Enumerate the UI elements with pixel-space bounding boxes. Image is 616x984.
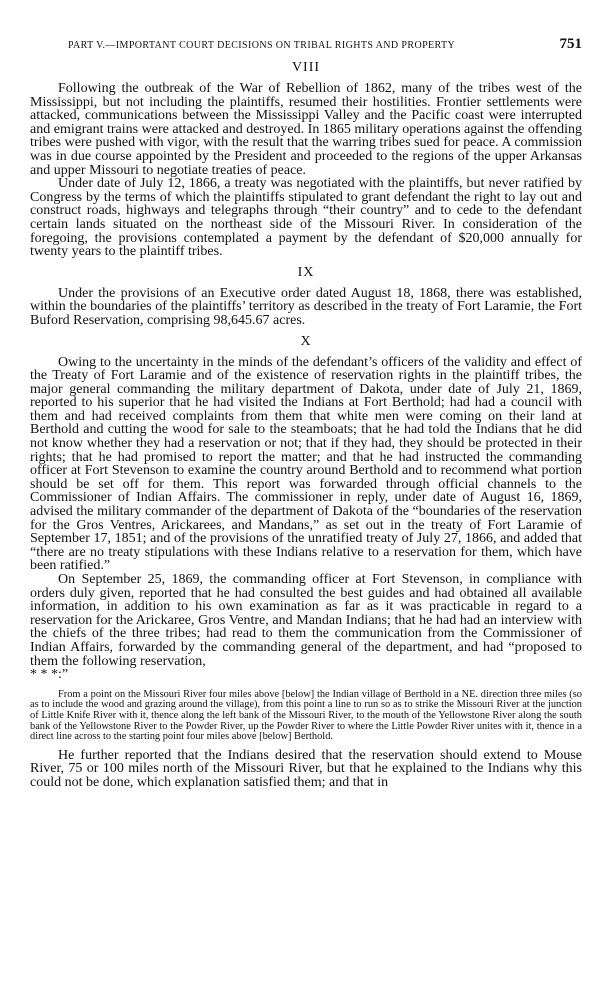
- paragraph: Under date of July 12, 1866, a treaty was negotiated with the plaintiffs, but never ratified by Congress by the terms of which the plaintiffs stipulated to grant defendant the right to lay out and construct roads, highways and telegraphs through “their country” and to cede to the defendant certain lands situated on the northeast side of the Missouri River. In consideration of the foregoing, the provisions contemplated a payment by the defendant of $20,000 annually for twenty years to the plaintiff tribes.: [30, 176, 582, 260]
- paragraph: Following the outbreak of the War of Rebellion of 1862, many of the tribes west of the Mississippi, but not including the plaintiffs, resumed their hostilities. Frontier settlements were attacked, communications between the Mississippi Valley and the Pacific coast were interrupted and emigrant trains were attacked and destroyed. In 1865 military operations against the offending tribes were pushed with vigor, with the result that the warring tribes sued for peace. A commission was in due course appointed by the President and proceeded to the regions of the upper Arkansas and upper Missouri to negotiate treaties of peace.: [30, 81, 582, 178]
- running-title: PART V.—IMPORTANT COURT DECISIONS ON TRIBAL RIGHTS AND PROPERTY: [68, 40, 456, 51]
- section-heading-ix: IX: [297, 264, 315, 280]
- running-header: [68, 36, 582, 54]
- page-number: 751: [559, 36, 582, 52]
- section-heading-x: X: [300, 333, 312, 349]
- ellipsis-stars: * * *:”: [30, 667, 69, 683]
- document-page: [30, 36, 582, 790]
- paragraph: On September 25, 1869, the commanding officer at Fort Stevenson, in compliance with orders duly given, reported that he had consulted the best guides and had obtained all available information, in addition to his own examination as far as it was practicable in regard to a reservation for the Arickaree, Gros Ventre, and Mandan Indians; that he had had an interview with the chiefs of the three tribes; had read to them the communication from the Commissioner of Indian Affairs, forwarded by the commanding general of the department, and had “proposed to them the following reservation,: [30, 572, 582, 669]
- paragraph: Owing to the uncertainty in the minds of the defendant’s officers of the validity and effect of the Treaty of Fort Laramie and of the existence of reservation rights in the plaintiff tribes, the major general commanding the military department of Dakota, under date of July 21, 1869, reported to his superior that he had visited the Indians at Fort Berthold; had had a council with them and had received complaints from them that white men were coming on their land at Berthold and cutting the wood for sale to the steamboats; that he had told the Indians that he did not know whether they had a reservation or not; that if they had, they should be protected in their rights; that he had promised to report the matter; and that he had instructed the commanding officer at Fort Stevenson to examine the country around Berthold and to recommend what portion should be set off for them. This report was forwarded through official channels to the Commissioner of Indian Affairs. The commissioner in reply, under date of August 16, 1869, advised the military commander of the department of Dakota of the “boundaries of the reservation for the Gros Ventres, Arickarees, and Mandans,” as set out in the treaty of Fort Laramie of September 17, 1851; and of the provisions of the unratified treaty of July 27, 1866, and added that “there are no treaty stipulations with these Indians relative to a reservation for them, which have been ratified.”: [30, 354, 582, 574]
- paragraph: He further reported that the Indians desired that the reservation should extend to Mouse River, 75 or 100 miles north of the Missouri River, but that he explained to the Indians why this could not be done, which explanation satisfied them; and that in: [30, 747, 582, 790]
- block-quote: From a point on the Missouri River four miles above [below] the Indian village of Berthold in a NE. direction three miles (so as to include the wood and grazing around the village), from this point a line to run so as to strike the Missouri River at the junction of Little Knife River with it, thence along the left bank of the Missouri River, to the mouth of the Yellowstone River along the south bank of the Yellowstone River to the Powder River, up the Powder River to where the Little Powder River unites with it, thence in a direct line across to the starting point four miles above [below] Berthold.: [30, 688, 582, 743]
- section-heading-viii: VIII: [291, 60, 321, 75]
- paragraph: Under the provisions of an Executive order dated August 18, 1868, there was established, within the boundaries of the plaintiffs’ territory as described in the treaty of Fort Laramie, the Fort Buford Reservation, comprising 98,645.67 acres.: [30, 285, 582, 328]
